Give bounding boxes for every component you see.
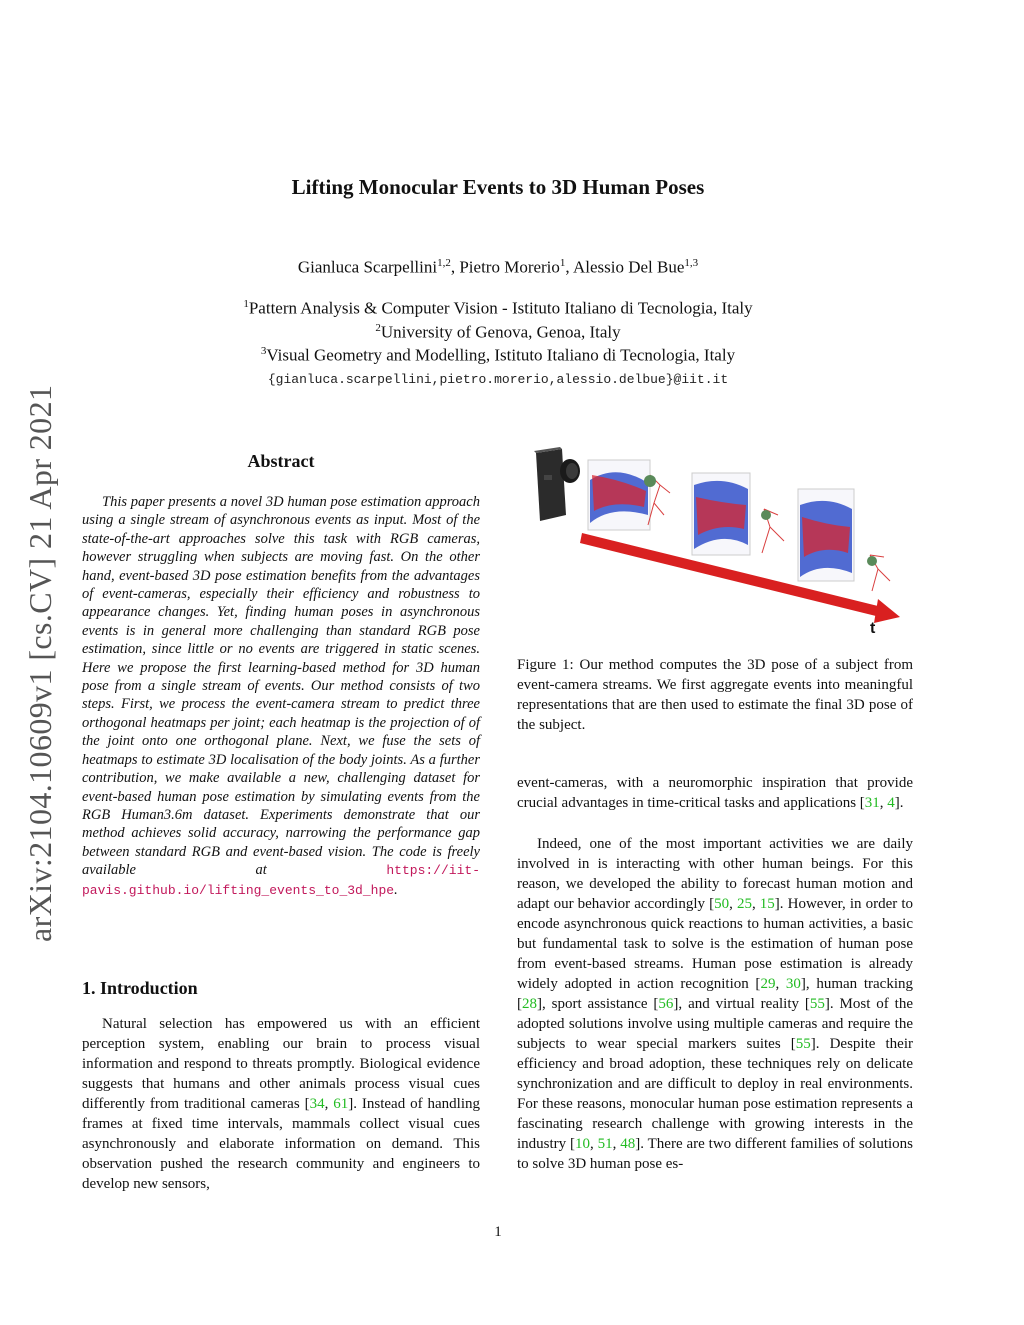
paragraph-text: ]. Instead of handling frames at fixed time intervals, mammals collect visual cues asynchronously and elaborate information on demand. This observation pushed the research community and engineers to develop new sensors, bbox=[82, 1096, 480, 1192]
paragraph-text: , bbox=[729, 896, 737, 912]
abstract-body: This paper presents a novel 3D human pose estimation approach using a single stream of asynchronous events as input. Most of the state-of-the-art approaches solve this task with RGB cameras, however struggling when subjects are moving fast. On the other hand, event-based 3D pose estimation benefits from the advantages of event-cameras, especially their efficiency and robustness to appearance changes. Yet, finding human poses in asynchronous events is in general more challenging than standard RGB pose estimation, since little or no events are triggered in static scenes. Here we propose the first learning-based method for 3D human pose from a single stream of events. Our method consists of two steps. First, we process the event-camera stream to predict three orthogonal heatmaps per joint; each heatmap is the projection of of the joint onto one orthogonal plane. Next, we fuse the sets of heatmaps to estimate 3D localisation of the body joints. As a further contribution, we make available a new, challenging dataset for event-based human pose estimation by simulating events from the RGB Human3.6m dataset. Experiments demonstrate that our method achieves solid accuracy, narrowing the performance gap between standard RGB and event-based vision. The code is freely available at bbox=[82, 494, 480, 879]
citation-link[interactable]: 10 bbox=[575, 1136, 591, 1152]
intro-paragraph-2 bbox=[517, 773, 913, 813]
intro-paragraph-1 bbox=[82, 1014, 480, 1194]
affiliation-line bbox=[0, 298, 996, 319]
page-number: 1 bbox=[494, 1224, 502, 1240]
citation-link[interactable]: 61 bbox=[333, 1096, 349, 1112]
citation-link[interactable]: 30 bbox=[785, 976, 801, 992]
author-affiliation-mark: 1,2 bbox=[437, 257, 451, 269]
author-affiliation-mark: 1,3 bbox=[684, 257, 699, 269]
citation-link[interactable]: 29 bbox=[760, 976, 776, 992]
abstract-end: . bbox=[394, 881, 398, 898]
paragraph-text: ]. However, in order to encode asynchronous quick reactions to human activities, a basic but fundamental task to solve is the estimation of human pose from event-based streams. Human pose estimation is already widely adopted in action recognition [ bbox=[517, 896, 913, 992]
citation-link[interactable]: 56 bbox=[658, 996, 674, 1012]
affiliation-text: Pattern Analysis & Computer Vision - Istituto Italiano di Tecnologia, Italy bbox=[248, 298, 753, 318]
paragraph-text: ], and virtual reality [ bbox=[673, 996, 810, 1012]
pose-skeleton bbox=[867, 555, 890, 591]
abstract-text bbox=[82, 493, 480, 900]
citation-link[interactable]: 34 bbox=[309, 1096, 325, 1112]
citation-link[interactable]: 55 bbox=[809, 996, 825, 1012]
citation-link[interactable]: 31 bbox=[864, 795, 880, 811]
affiliation-line bbox=[0, 345, 996, 366]
paragraph-text: ]. Most of the adopted solutions involve using multiple cameras and require the subjects to wear special markers suites [ bbox=[517, 996, 913, 1052]
citation-link[interactable]: 50 bbox=[714, 896, 730, 912]
paragraph-text: ]. Despite their efficiency and broad adoption, these techniques rely on delicate synchronization and are difficult to deploy in real environments. For these reasons, monocular human pose estimation represents a fascinating research challenge with growing interests in the industry [ bbox=[517, 1036, 913, 1152]
figure-1 bbox=[522, 445, 912, 645]
paragraph-text: ]. There are two different families of solutions to solve 3D human pose es- bbox=[517, 1136, 914, 1172]
citation-link[interactable]: 4 bbox=[887, 795, 895, 811]
code-link[interactable]: https://iit-pavis.github.io/lifting_events_to_3d_hpe bbox=[82, 863, 480, 898]
paragraph-text: ]. bbox=[894, 795, 904, 811]
paragraph-text: , bbox=[775, 976, 786, 992]
citation-link[interactable]: 55 bbox=[795, 1036, 811, 1052]
event-camera-icon bbox=[534, 447, 580, 521]
intro-paragraph-3 bbox=[517, 834, 913, 1174]
paragraph-text: Indeed, one of the most important activities we are daily involved in is interacting with other human beings. For this reason, we developed the ability to forecast human motion and adapt our behavior accordingly [ bbox=[517, 836, 913, 912]
author-emails: {gianluca.scarpellini,pietro.morerio,alessio.delbue}@iit.it bbox=[267, 372, 729, 387]
paragraph-text: ], sport assistance [ bbox=[537, 996, 659, 1012]
paragraph-text: ], human tracking [ bbox=[517, 976, 914, 1012]
paper-title: Lifting Monocular Events to 3D Human Poses bbox=[291, 175, 705, 199]
affiliation-line bbox=[0, 322, 996, 343]
abstract-heading: Abstract bbox=[247, 451, 315, 471]
affiliation-text: Visual Geometry and Modelling, Istituto Italiano di Tecnologia, Italy bbox=[266, 345, 736, 365]
paragraph-text: Natural selection has empowered us with an efficient perception system, enabling our brain to process visual information and respond to threats promptly. Biological evidence suggests that humans and other animals process visual cues differently from traditional cameras [ bbox=[82, 1016, 480, 1112]
citation-link[interactable]: 48 bbox=[620, 1136, 636, 1152]
affiliation-mark: 3 bbox=[260, 345, 267, 357]
paragraph-text: event-cameras, with a neuromorphic inspiration that provide crucial advantages in time-critical tasks and applications [ bbox=[517, 775, 913, 811]
paragraph-text: , bbox=[324, 1096, 334, 1112]
citation-link[interactable]: 15 bbox=[759, 896, 775, 912]
introduction-heading: 1. Introduction bbox=[82, 978, 198, 998]
paragraph-text: , bbox=[751, 896, 760, 912]
event-frame bbox=[692, 473, 750, 555]
citation-link[interactable]: 28 bbox=[522, 996, 537, 1012]
author-list: Gianluca Scarpellini$^{1,2}$, Pietro Morerio$^1$, Alessio Del Bue$^{1,3}$ bbox=[297, 257, 699, 277]
arxiv-sidebar-stamp: arXiv:2104.10609v1 [cs.CV] 21 Apr 2021 bbox=[22, 384, 58, 942]
pose-skeleton bbox=[761, 509, 784, 553]
affiliation-mark: 1 bbox=[243, 298, 249, 310]
author-affiliation-mark: 1 bbox=[559, 257, 566, 269]
citation-link[interactable]: 25 bbox=[736, 896, 752, 912]
paragraph-text: , bbox=[612, 1136, 621, 1152]
paragraph-text: , bbox=[879, 795, 888, 811]
affiliation-text: University of Genova, Genoa, Italy bbox=[380, 322, 621, 342]
paragraph-text: , bbox=[590, 1136, 598, 1152]
time-axis-label: t bbox=[870, 620, 876, 637]
event-frame bbox=[588, 460, 650, 530]
event-frame bbox=[798, 489, 854, 581]
citation-link[interactable]: 51 bbox=[597, 1136, 613, 1152]
author-name: Pietro Morerio bbox=[459, 257, 560, 277]
author-name: Alessio Del Bue bbox=[572, 257, 685, 277]
author-name: Gianluca Scarpellini bbox=[297, 257, 438, 277]
figure-1-caption: Figure 1: Our method computes the 3D pose of a subject from event-camera streams. We first aggregate events into meaningful representations that are then used to estimate the final 3D pose of the subject. bbox=[517, 657, 913, 733]
affiliation-mark: 2 bbox=[375, 322, 381, 334]
event-stream-illustration bbox=[522, 445, 912, 645]
